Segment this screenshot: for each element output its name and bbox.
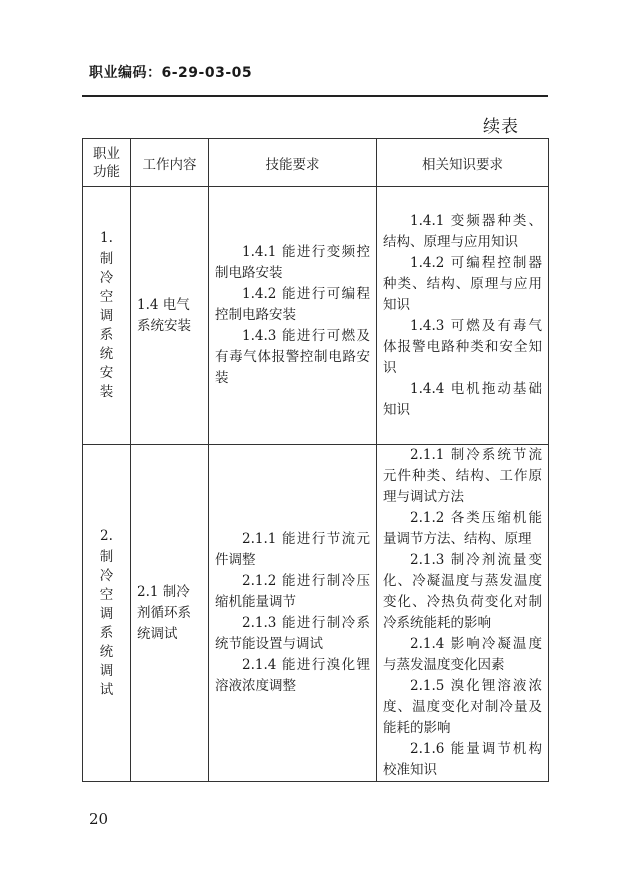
knowledge-cell	[377, 187, 549, 445]
knowledge-item: 1.4.1 变频器种类、结构、原理与应用知识	[383, 212, 542, 250]
knowledge-item: 1.4.3 可燃及有毒气体报警电路种类和安全知识	[383, 317, 542, 376]
knowledge-item: 2.1.6 能量调节机构校准知识	[383, 741, 542, 778]
continued-label: 续表	[483, 117, 519, 137]
column-header-skills: 技能要求	[209, 139, 377, 187]
table-row	[83, 445, 549, 782]
skills-table	[82, 138, 549, 782]
knowledge-item: 2.1.5 溴化锂溶液浓度、温度变化对制冷量及能耗的影响	[383, 678, 542, 736]
function-name: 制冷空调系统调试	[99, 548, 114, 698]
column-header-knowledge: 相关知识要求	[377, 139, 549, 187]
function-number: 1.	[100, 230, 113, 246]
skills-cell	[209, 445, 377, 782]
skill-item: 2.1.2 能进行制冷压缩机能量调节	[215, 573, 370, 610]
skill-item: 2.1.1 能进行节流元件调整	[215, 531, 370, 568]
function-cell	[83, 187, 131, 445]
knowledge-item: 2.1.3 制冷剂流量变化、冷凝温度与蒸发温度变化、冷热负荷变化对制冷系统能耗的影响	[383, 552, 542, 631]
header-rule	[82, 95, 548, 97]
knowledge-item: 1.4.4 电机拖动基础知识	[383, 380, 542, 418]
column-header-work: 工作内容	[131, 139, 209, 187]
work-content-cell: 1.4 电气系统安装	[131, 187, 209, 445]
knowledge-item: 2.1.1 制冷系统节流元件种类、结构、工作原理与调试方法	[383, 447, 542, 505]
skills-cell	[209, 187, 377, 445]
column-header-function-line1: 职业	[93, 145, 120, 162]
skill-item: 1.4.2 能进行可编程控制电路安装	[215, 286, 370, 323]
skill-item: 2.1.3 能进行制冷系统节能设置与调试	[215, 615, 370, 652]
knowledge-item: 2.1.2 各类压缩机能量调节方法、结构、原理	[383, 510, 542, 547]
knowledge-item: 1.4.2 可编程控制器种类、结构、原理与应用知识	[383, 254, 542, 313]
table-header-row	[83, 139, 549, 187]
column-header-function	[83, 139, 131, 187]
skill-item: 1.4.3 能进行可燃及有毒气体报警控制电路安装	[215, 328, 370, 386]
knowledge-item: 2.1.4 影响冷凝温度与蒸发温度变化因素	[383, 636, 542, 673]
function-number: 2.	[100, 527, 113, 544]
work-content-cell: 2.1 制冷剂循环系统调试	[131, 445, 209, 782]
knowledge-cell	[377, 445, 549, 782]
page-number: 20	[89, 810, 109, 828]
skill-item: 2.1.4 能进行溴化锂溶液浓度调整	[215, 657, 370, 694]
table-row	[83, 187, 549, 445]
column-header-function-line2: 功能	[93, 163, 120, 180]
skill-item: 1.4.1 能进行变频控制电路安装	[215, 244, 370, 281]
function-cell	[83, 445, 131, 782]
function-name: 制冷空调系统安装	[99, 251, 114, 400]
occupation-code: 职业编码：6-29-03-05	[89, 65, 253, 81]
